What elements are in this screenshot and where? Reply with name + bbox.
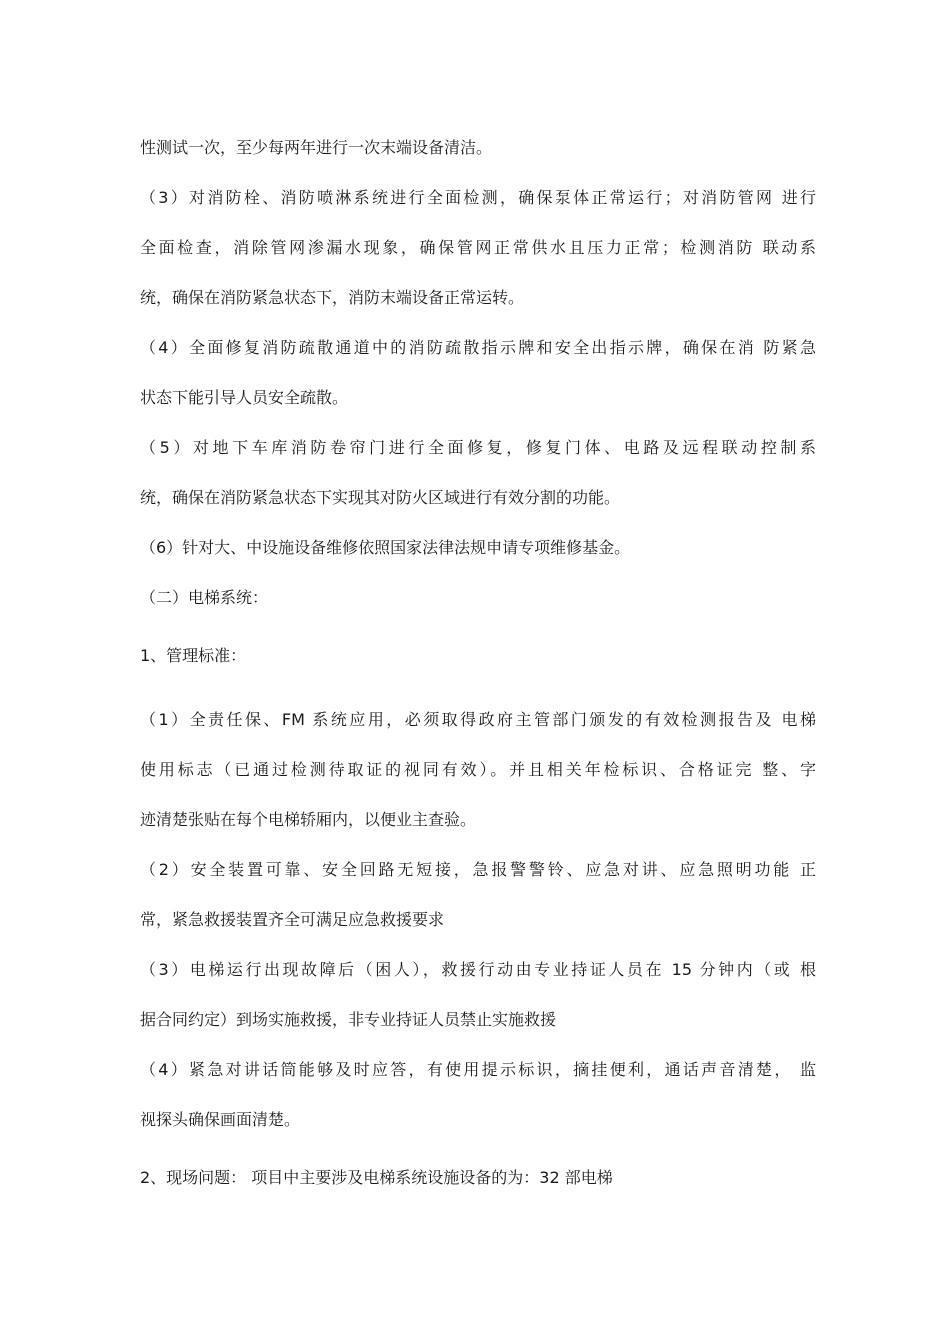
text-line: 视探头确保画面清楚。 <box>140 1110 301 1129</box>
document-body <box>140 130 816 1190</box>
text-line: （3）电梯运行出现故障后（困人），救援行动由专业持证人员在 15 分钟内（或 根 <box>140 960 816 979</box>
text-line: 据合同约定）到场实施救援，非专业持证人员禁止实施救援 <box>140 1010 557 1029</box>
text-line: 使用标志（已通过检测待取证的视同有效）。并且相关年检标识、合格证完 整、字 <box>140 760 816 779</box>
text-line: （5）对地下车库消防卷帘门进行全面修复，修复门体、电路及远程联动控制系 <box>140 438 816 457</box>
text-line: 迹清楚张贴在每个电梯轿厢内，以便业主查验。 <box>140 810 477 829</box>
text-line: 状态下能引导人员安全疏散。 <box>140 388 349 407</box>
text-line: （2）安全装置可靠、安全回路无短接，急报警警铃、应急对讲、应急照明功能 正 <box>140 860 816 879</box>
section-heading: （二）电梯系统： <box>140 588 269 607</box>
text-line: 统，确保在消防紧急状态下，消防末端设备正常运转。 <box>140 288 525 307</box>
text-line: （1）全责任保、FM 系统应用，必须取得政府主管部门颁发的有效检测报告及 电梯 <box>140 710 816 729</box>
text-line: （6）针对大、中设施设备维修依照国家法律法规申请专项维修基金。 <box>140 538 631 557</box>
text-line: 统，确保在消防紧急状态下实现其对防火区域进行有效分割的功能。 <box>140 488 621 507</box>
subsection-heading: 2、现场问题： 项目中主要涉及电梯系统设施设备的为：32 部电梯 <box>140 1168 613 1187</box>
text-line: 常，紧急救援装置齐全可满足应急救援要求 <box>140 910 445 929</box>
text-line: 全面检查，消除管网渗漏水现象，确保管网正常供水且压力正常；检测消防 联动系 <box>140 238 816 257</box>
text-line: 性测试一次，至少每两年进行一次末端设备清洁。 <box>140 138 493 157</box>
text-line: （4）全面修复消防疏散通道中的消防疏散指示牌和安全出指示牌，确保在消 防紧急 <box>140 338 816 357</box>
text-line: （3）对消防栓、消防喷淋系统进行全面检测，确保泵体正常运行；对消防管网 进行 <box>140 188 816 207</box>
subsection-heading: 1、管理标准： <box>140 646 247 665</box>
text-line: （4）紧急对讲话筒能够及时应答，有使用提示标识，摘挂便利，通话声音清楚， 监 <box>140 1060 816 1079</box>
